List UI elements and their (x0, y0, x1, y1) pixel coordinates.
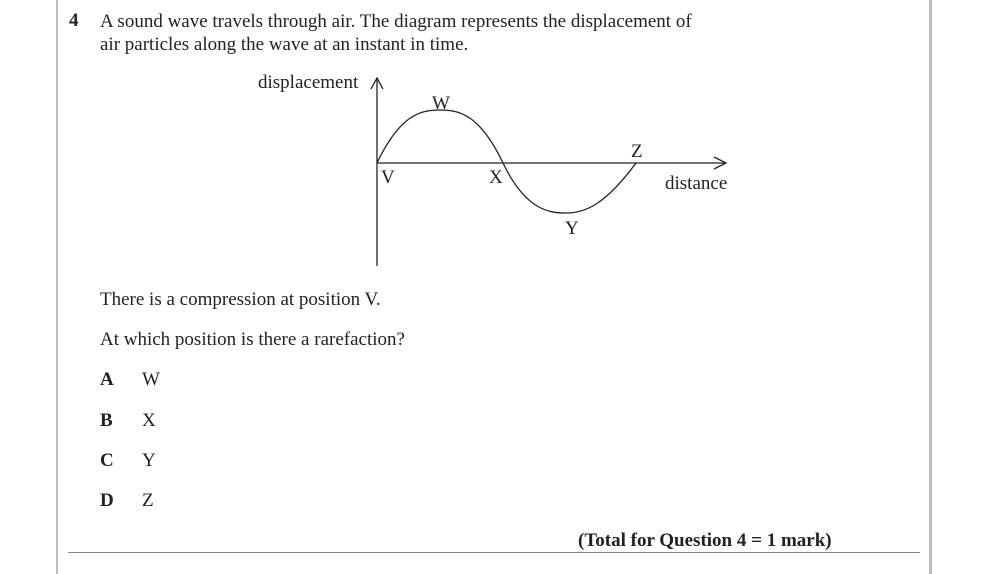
option-text: Z (142, 490, 154, 511)
option-letter: B (100, 410, 113, 431)
option-b[interactable] (100, 410, 156, 432)
y-axis-label: displacement (258, 72, 359, 93)
question-number: 4 (69, 10, 79, 31)
point-w-label: W (432, 93, 450, 114)
point-x-label: X (489, 167, 503, 188)
point-z-label: Z (631, 141, 643, 162)
point-y-label: Y (565, 218, 579, 239)
x-axis-label: distance (665, 173, 728, 194)
option-text: Y (142, 450, 156, 471)
option-letter: C (100, 450, 114, 471)
option-letter: A (100, 369, 114, 390)
total-marks: (Total for Question 4 = 1 mark) (578, 530, 832, 551)
question-prompt: At which position is there a rarefaction? (100, 329, 405, 350)
option-text: W (142, 369, 160, 390)
stem-line-2: air particles along the wave at an instant in time. (100, 34, 469, 55)
option-a[interactable] (100, 369, 160, 391)
option-c[interactable] (100, 450, 156, 472)
stem-line-1: A sound wave travels through air. The diagram represents the displacement of (100, 11, 692, 32)
wave-curve (377, 110, 636, 213)
option-letter: D (100, 490, 114, 511)
option-text: X (142, 410, 156, 431)
option-d[interactable] (100, 490, 154, 512)
statement-text: There is a compression at position V. (100, 289, 381, 310)
bottom-divider (68, 552, 920, 553)
point-v-label: V (381, 167, 395, 188)
